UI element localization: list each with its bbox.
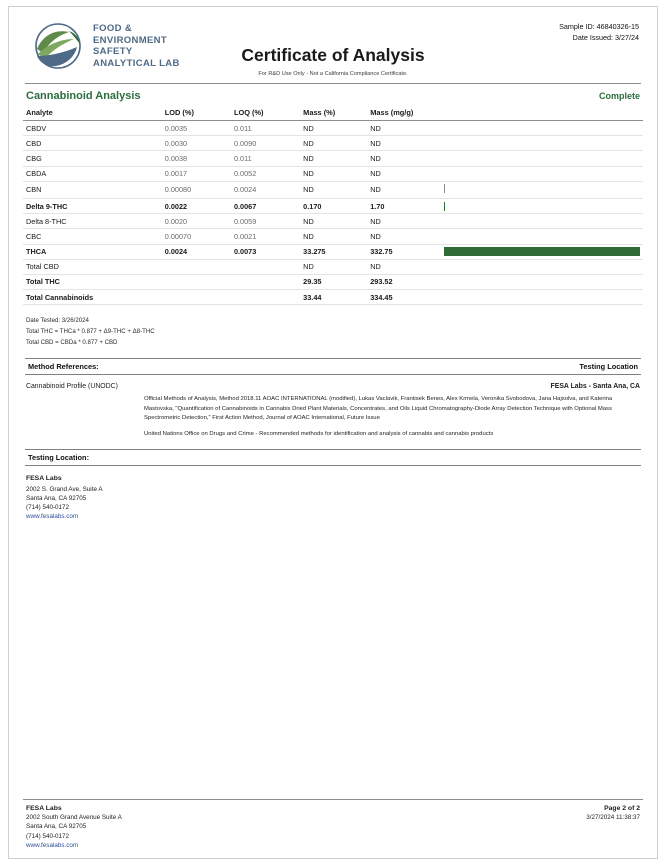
table-row	[23, 198, 643, 213]
cell-lod: 0.0030	[162, 136, 231, 151]
cell-mass-percent: ND	[300, 229, 367, 244]
cell-bar	[441, 290, 643, 305]
cell-mass-percent: ND	[300, 166, 367, 181]
cell-analyte: CBC	[23, 229, 162, 244]
logo-line-1: FOOD &	[93, 23, 133, 34]
cell-lod: 0.0035	[162, 121, 231, 136]
cell-bar	[441, 136, 643, 151]
col-mass-mgg: Mass (mg/g)	[367, 106, 441, 121]
cell-mass-mgg: 334.45	[367, 290, 441, 305]
cell-mass-percent: ND	[300, 151, 367, 166]
table-row	[23, 121, 643, 136]
cell-lod	[162, 290, 231, 305]
cell-loq: 0.0059	[231, 214, 300, 229]
table-row	[23, 136, 643, 151]
total-thc-formula: Total THC = THCa * 0.877 + Δ9-THC + Δ8-THC	[26, 328, 155, 336]
col-lod: LOD (%)	[162, 106, 231, 121]
document-header	[23, 17, 643, 75]
cell-loq	[231, 274, 300, 289]
axis-tick	[444, 184, 445, 193]
testing-location-block	[26, 474, 640, 521]
cannabinoid-section-header	[23, 84, 643, 106]
footer-lab-name: FESA Labs	[26, 804, 62, 812]
footer-phone: (714) 540-0172	[26, 832, 70, 840]
col-analyte: Analyte	[23, 106, 162, 121]
cell-mass-mgg: ND	[367, 166, 441, 181]
cell-lod: 0.0020	[162, 214, 231, 229]
cell-loq: 0.0021	[231, 229, 300, 244]
table-row	[23, 181, 643, 198]
cell-analyte: CBD	[23, 136, 162, 151]
cell-loq: 0.0024	[231, 181, 300, 198]
total-cbd-formula: Total CBD = CBDa * 0.877 + CBD	[26, 339, 118, 347]
cell-mass-mgg: 293.52	[367, 274, 441, 289]
cell-loq	[231, 259, 300, 274]
col-loq: LOQ (%)	[231, 106, 300, 121]
method-references-band	[25, 358, 641, 375]
testing-location-label: Testing Location	[579, 362, 638, 372]
footer-columns	[23, 800, 643, 850]
cell-analyte: Total CBD	[23, 259, 162, 274]
cannabinoid-results-table	[23, 106, 643, 305]
page-number: Page 2 of 2	[604, 804, 640, 812]
cell-mass-percent: 29.35	[300, 274, 367, 289]
cell-mass-percent: ND	[300, 181, 367, 198]
cell-loq: 0.0067	[231, 198, 300, 213]
cell-analyte: Total THC	[23, 274, 162, 289]
document-footer	[23, 799, 643, 850]
cell-loq	[231, 290, 300, 305]
footer-page-info	[586, 804, 640, 850]
analysis-notes	[26, 315, 640, 348]
table-row	[23, 274, 643, 289]
method-body	[144, 395, 640, 439]
date-issued: Date Issued: 3/27/24	[572, 33, 639, 42]
cell-bar	[441, 198, 643, 213]
result-bar	[444, 247, 640, 256]
table-row	[23, 229, 643, 244]
disclaimer-text: For R&D Use Only - Not a California Compliance Certificate.	[258, 71, 408, 77]
cell-mass-percent: ND	[300, 259, 367, 274]
footer-website-link[interactable]: www.fesalabs.com	[26, 841, 79, 849]
cell-loq: 0.0052	[231, 166, 300, 181]
cell-loq: 0.0090	[231, 136, 300, 151]
footer-lab-info	[26, 804, 122, 850]
table-row	[23, 290, 643, 305]
lab-name: FESA Labs	[26, 475, 62, 483]
cell-bar	[441, 121, 643, 136]
lab-phone: (714) 540-0172	[26, 504, 70, 512]
col-mass-percent: Mass (%)	[300, 106, 367, 121]
cell-mass-mgg: ND	[367, 229, 441, 244]
result-bar	[444, 202, 445, 211]
logo-line-3: SAFETY	[93, 46, 133, 57]
date-tested: Date Tested: 3/26/2024	[26, 317, 89, 325]
cell-mass-mgg: ND	[367, 136, 441, 151]
cell-analyte: Delta 8-THC	[23, 214, 162, 229]
cell-mass-mgg: ND	[367, 214, 441, 229]
cell-bar	[441, 166, 643, 181]
table-row	[23, 214, 643, 229]
method-row	[26, 383, 640, 390]
cell-bar	[441, 274, 643, 289]
logo-line-4: ANALYTICAL LAB	[93, 57, 180, 69]
cell-lod: 0.0017	[162, 166, 231, 181]
cell-mass-mgg: ND	[367, 151, 441, 166]
cell-mass-percent: ND	[300, 214, 367, 229]
cell-mass-mgg: 332.75	[367, 244, 441, 259]
lab-address-1: 2002 S. Grand Ave, Suite A	[26, 485, 103, 493]
lab-address-2: Santa Ana, CA 92705	[26, 494, 87, 502]
cell-bar	[441, 259, 643, 274]
table-row	[23, 244, 643, 259]
cell-mass-percent: ND	[300, 136, 367, 151]
cell-analyte: CBDV	[23, 121, 162, 136]
cell-lod: 0.0038	[162, 151, 231, 166]
method-profile-label: Cannabinoid Profile (UNODC)	[26, 383, 118, 391]
print-timestamp: 3/27/2024 11:38:37	[586, 814, 640, 822]
table-row	[23, 259, 643, 274]
cell-bar	[441, 244, 643, 259]
cell-mass-percent: ND	[300, 121, 367, 136]
table-body	[23, 121, 643, 305]
section-title: Cannabinoid Analysis	[26, 90, 141, 102]
cell-lod: 0.0022	[162, 198, 231, 213]
cell-analyte: CBN	[23, 181, 162, 198]
cell-loq: 0.011	[231, 121, 300, 136]
certificate-sheet	[8, 6, 658, 859]
method-citation-2: United Nations Office on Drugs and Crime - Recommended methods for identification and analysis of cannabis and cannabis products	[144, 431, 494, 438]
footer-address-1: 2002 South Grand Avenue Suite A	[26, 814, 122, 822]
cell-mass-percent: 33.275	[300, 244, 367, 259]
cell-mass-mgg: ND	[367, 121, 441, 136]
method-references-block	[26, 383, 640, 439]
status-badge: Complete	[598, 91, 640, 101]
cell-loq: 0.011	[231, 151, 300, 166]
cell-analyte: Total Cannabinoids	[23, 290, 162, 305]
testing-location-band-label: Testing Location:	[28, 453, 90, 463]
footer-address-2: Santa Ana, CA 92705	[26, 823, 87, 831]
cell-mass-mgg: 1.70	[367, 198, 441, 213]
col-bar	[441, 106, 643, 121]
cell-bar	[441, 229, 643, 244]
cell-mass-mgg: ND	[367, 181, 441, 198]
method-lab-label: FESA Labs - Santa Ana, CA	[550, 383, 640, 391]
page-title: Certificate of Analysis	[241, 45, 425, 65]
cell-bar	[441, 181, 643, 198]
table-row	[23, 151, 643, 166]
logo-line-2: ENVIRONMENT	[93, 34, 168, 46]
table-header-row	[23, 106, 643, 121]
cell-bar	[441, 214, 643, 229]
cell-lod	[162, 259, 231, 274]
method-citation-1: Official Methods of Analysis, Method 2018.11 AOAC INTERNATIONAL (modified), Lukas Vaclavik, Frantisek Benes, Alex Krmela, Veronika Svobodova, Jana Hajsolva, and Katerina Mastovska, "Quantification of Cannabinoids in Cannabis Dried Plant Materials, Concentrates, and Oils Liquid Chromatography-Diode Array Detection Technique with Optional Mass Spectrometric Detection," First Action Method, Journal of AOAC International, Future Issue	[144, 396, 613, 421]
cell-lod: 0.00080	[162, 181, 231, 198]
cell-lod: 0.00070	[162, 229, 231, 244]
cell-mass-mgg: ND	[367, 259, 441, 274]
sample-id: Sample ID: 46840326-15	[559, 22, 639, 31]
cell-loq: 0.0073	[231, 244, 300, 259]
cell-analyte: CBDA	[23, 166, 162, 181]
sample-meta	[559, 21, 639, 43]
cell-analyte: THCA	[23, 244, 162, 259]
cell-mass-percent: 33.44	[300, 290, 367, 305]
testing-location-band	[25, 449, 641, 466]
table-row	[23, 166, 643, 181]
cell-lod: 0.0024	[162, 244, 231, 259]
cell-mass-percent: 0.170	[300, 198, 367, 213]
lab-website-link[interactable]: www.fesalabs.com	[26, 513, 79, 521]
cell-analyte: Delta 9-THC	[23, 198, 162, 213]
cell-analyte: CBG	[23, 151, 162, 166]
cell-bar	[441, 151, 643, 166]
method-references-label: Method References:	[28, 362, 99, 372]
cell-lod	[162, 274, 231, 289]
